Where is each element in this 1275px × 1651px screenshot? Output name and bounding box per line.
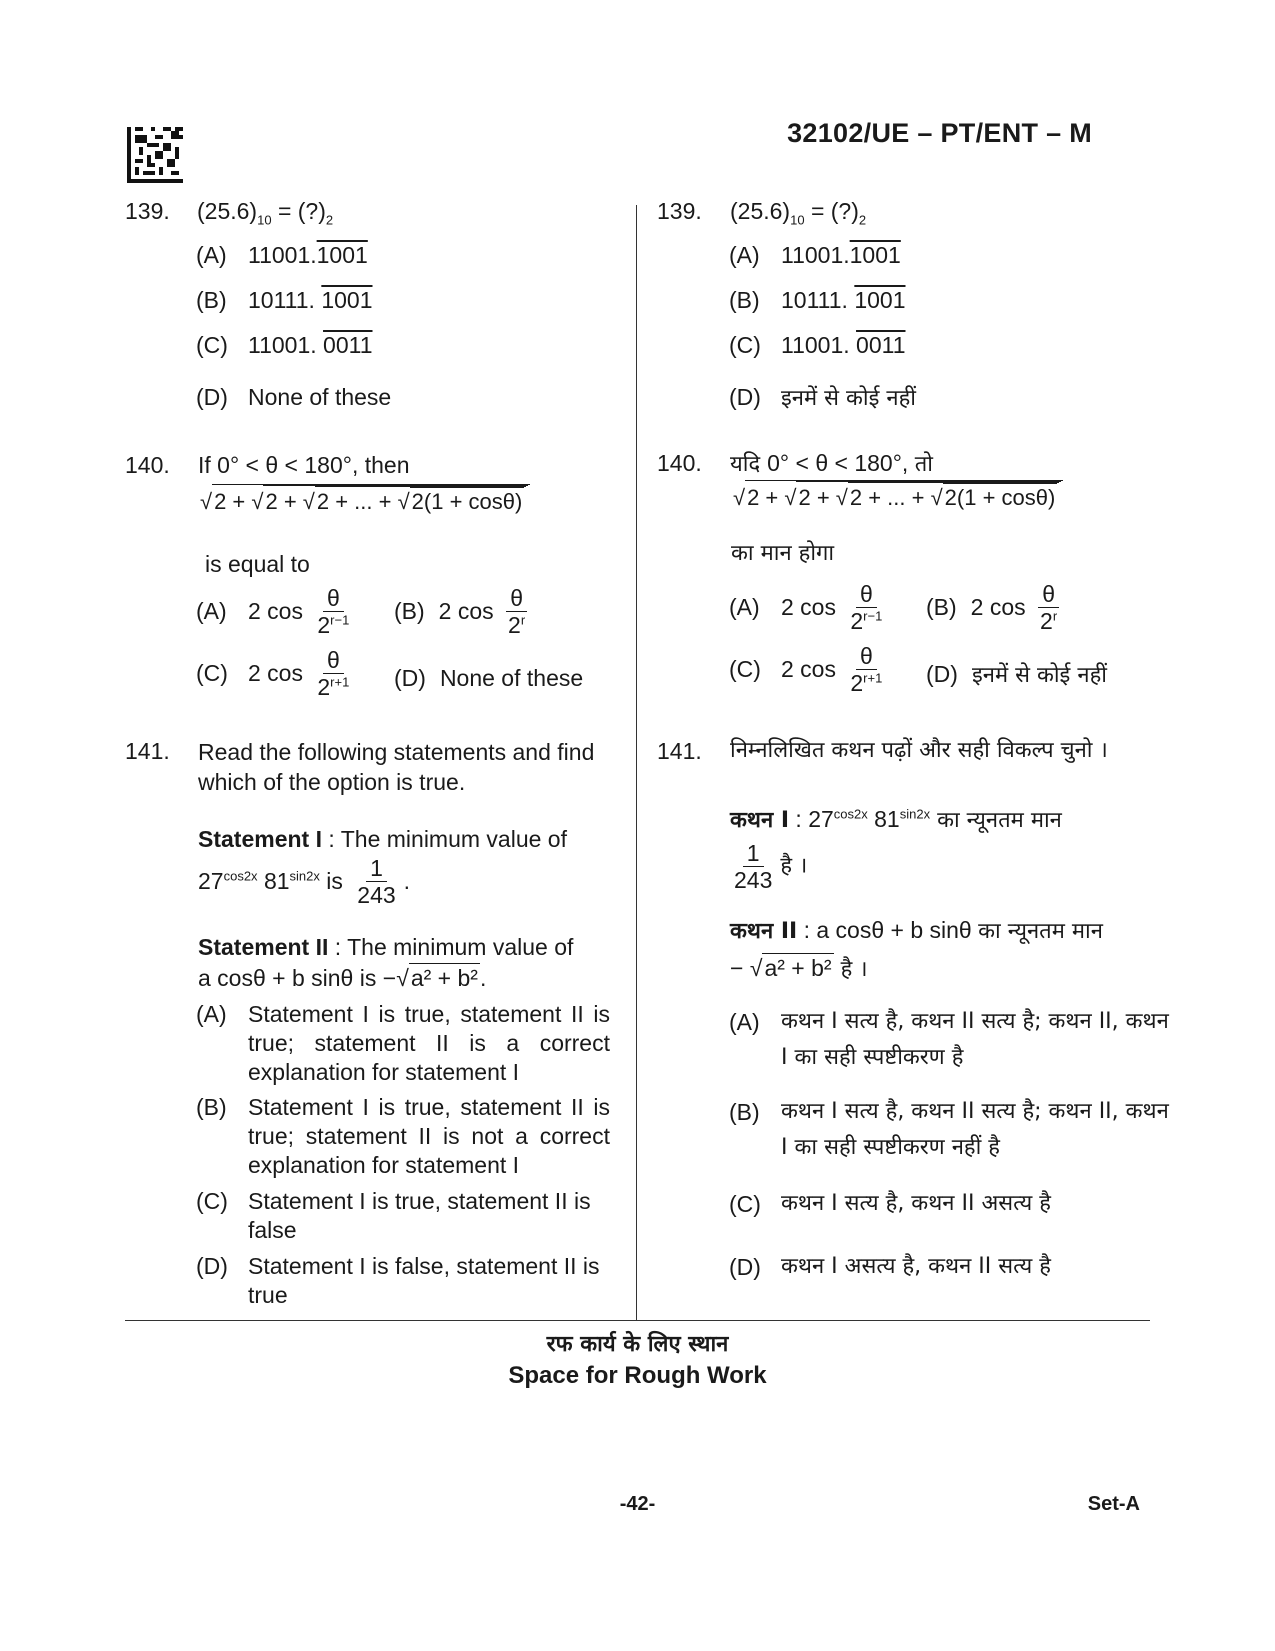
statement-one: कथन I : $27^{cos2x}$ $81^{sin2x}$ का न्यूनतम मान	[730, 806, 1062, 833]
option-d[interactable]: (D) None of these	[196, 384, 392, 410]
option-c[interactable]: (C) 2 cos $\frac{\theta}{2^{r+1}}$	[729, 643, 883, 697]
english-column	[0, 0, 636, 1320]
question-stem: Read the following statements and find which of the option is true.	[198, 739, 595, 795]
option-a[interactable]: (A) 2 cos $\frac{\theta}{2^{r-1}}$	[729, 581, 883, 635]
paper-code: 32102/UE – PT/ENT – M	[787, 118, 1092, 148]
option-c[interactable]: (C) 2 cos $\frac{\theta}{2^{r+1}}$	[196, 647, 350, 701]
nested-radical-expression: √2 + √2 + √2 + ... + √2(1 + cosθ)	[200, 484, 530, 517]
question-number: 140.	[125, 452, 170, 478]
option-b[interactable]: (B) 2 cos $\frac{\theta}{2^r}$	[926, 581, 1058, 635]
option-c[interactable]: (C) 11001. 0011	[196, 332, 373, 358]
question-stem: $(25.6)_{10}$ = $(?)_2$	[730, 198, 867, 228]
option-d[interactable]: (D) कथन I असत्य है, कथन II सत्य है	[729, 1254, 1051, 1280]
option-a[interactable]: (A) कथन I सत्य है, कथन II सत्य है; कथन II, कथन I का सही स्पष्टीकरण है	[729, 1009, 1169, 1070]
statement-one-expression: $27^{cos2x}$ $81^{sin2x}$ is $\frac{1}{243}$ .	[198, 855, 411, 909]
set-label: Set-A	[1087, 1493, 1140, 1515]
option-b[interactable]: (B) 10111. 1001	[196, 287, 373, 313]
question-number: 140.	[657, 450, 702, 476]
question-stem: निम्नलिखित कथन पढ़ों और सही विकल्प चुनो ।	[730, 738, 1108, 763]
question-tail: is equal to	[205, 551, 310, 577]
statement-two: कथन II : a cosθ + b sinθ का न्यूनतम मान	[730, 917, 1103, 944]
option-d[interactable]: (D) None of these	[394, 665, 584, 691]
statement-two-expression: a cosθ + b sinθ is −√a² + b².	[198, 963, 486, 994]
statement-one: Statement I : The minimum value of	[198, 826, 567, 852]
option-b[interactable]: (B) कथन I सत्य है, कथन II सत्य है; कथन II, कथन I का सही स्पष्टीकरण नहीं है	[729, 1099, 1169, 1160]
option-a[interactable]: (A) 2 cos $\frac{\theta}{2^{r-1}}$	[196, 585, 350, 639]
statement-one-fraction: $\frac{1}{243}$ है ।	[734, 840, 808, 894]
option-c[interactable]: (C) कथन I सत्य है, कथन II असत्य है	[729, 1191, 1051, 1217]
question-number: 139.	[125, 198, 170, 224]
option-d[interactable]: (D) इनमें से कोई नहीं	[729, 384, 917, 411]
question-tail: का मान होगा	[731, 541, 835, 566]
option-c[interactable]: (C) Statement I is true, statement II is false	[196, 1188, 591, 1243]
option-d[interactable]: (D) इनमें से कोई नहीं	[926, 661, 1107, 688]
option-a[interactable]: (A) 11001.1001	[196, 242, 368, 268]
statement-two-expression: − √a² + b² है ।	[730, 955, 868, 982]
option-a[interactable]: (A) 11001.1001	[729, 242, 901, 268]
nested-radical-expression: √2 + √2 + √2 + ... + √2(1 + cosθ)	[733, 480, 1063, 513]
rough-work-english: Space for Rough Work	[508, 1362, 767, 1389]
rough-work-hindi: रफ कार्य के लिए स्थान	[546, 1332, 729, 1357]
page-number: -42-	[619, 1493, 656, 1515]
option-c[interactable]: (C) 11001. 0011	[729, 332, 906, 358]
option-b[interactable]: (B) 2 cos $\frac{\theta}{2^r}$	[394, 585, 526, 639]
option-b[interactable]: (B) Statement I is true, statement II is true; statement II is not a correct explanation for statement I	[196, 1094, 610, 1178]
statement-two: Statement II : The minimum value of	[198, 934, 574, 960]
question-number: 139.	[657, 198, 702, 224]
question-stem: If 0° < θ < 180°, then	[198, 452, 410, 478]
hindi-column	[637, 0, 1275, 1320]
option-d[interactable]: (D) Statement I is false, statement II is true	[196, 1253, 600, 1308]
question-number: 141.	[125, 738, 170, 764]
rough-work-divider	[125, 1320, 1150, 1321]
question-number: 141.	[657, 738, 702, 764]
question-stem: $(25.6)_{10}$ = $(?)_2$	[197, 198, 334, 228]
option-b[interactable]: (B) 10111. 1001	[729, 287, 906, 313]
option-a[interactable]: (A) Statement I is true, statement II is true; statement II is a correct explanation for statement I	[196, 1001, 610, 1085]
question-stem: यदि 0° < θ < 180°, तो	[730, 450, 933, 477]
